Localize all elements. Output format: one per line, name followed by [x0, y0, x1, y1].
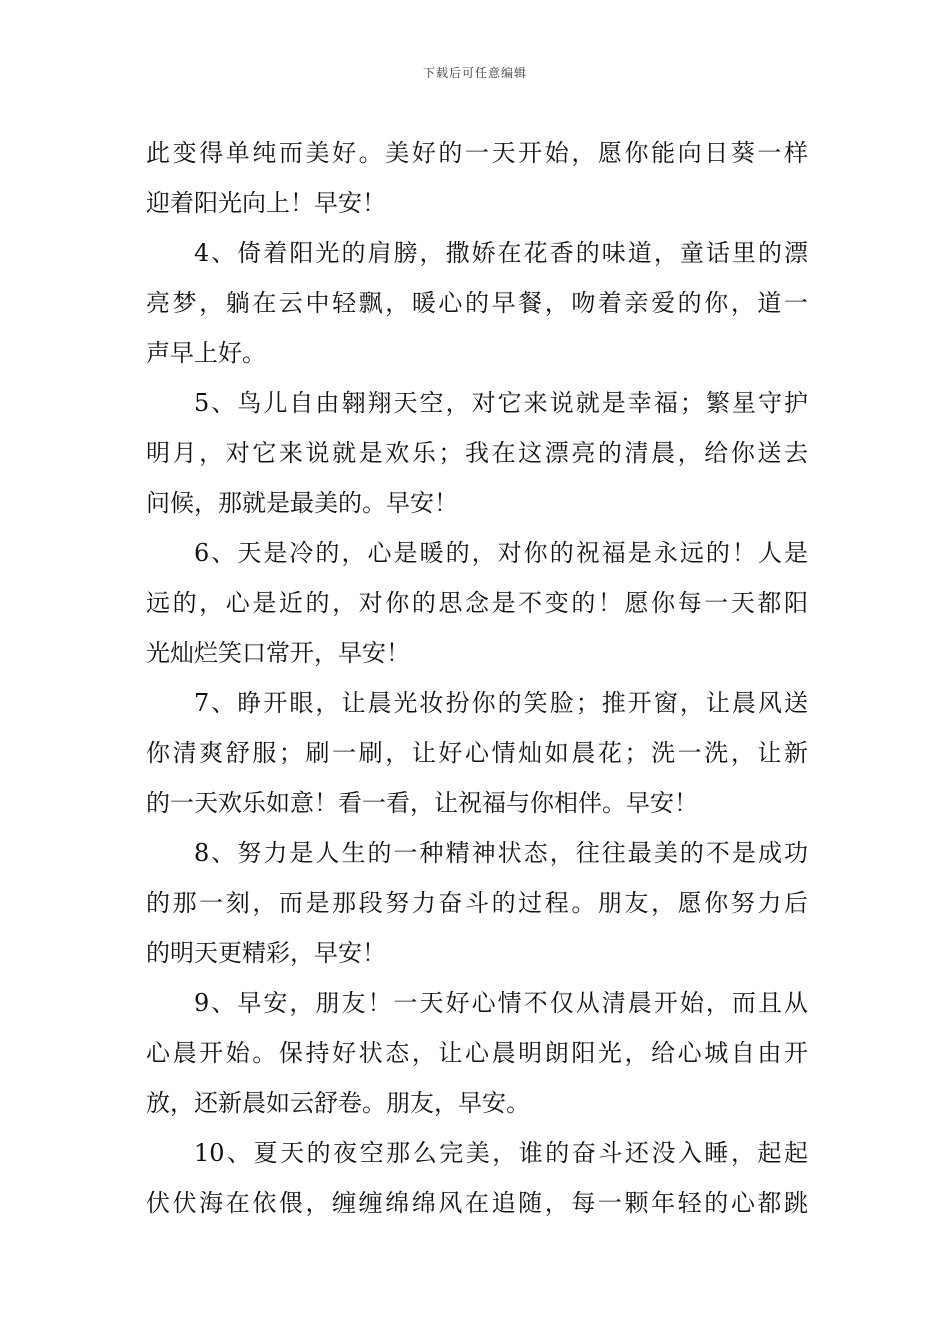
- text-line: 你清爽舒服；刷一刷，让好心情灿如晨花；洗一洗，让新: [146, 739, 808, 767]
- text-line: 迎着阳光向上！早安！: [146, 189, 386, 217]
- text-line: 9、早安，朋友！一天好心情不仅从清晨开始，而且从: [194, 989, 808, 1017]
- text-line: 8、努力是人生的一种精神状态，往往最美的不是成功: [194, 839, 808, 867]
- document-body: [146, 128, 808, 1228]
- paragraph-item-5: [146, 378, 808, 528]
- paragraph-item-9: [146, 978, 808, 1128]
- text-line: 问候，那就是最美的。早安！: [146, 489, 458, 517]
- text-line: 亮梦，躺在云中轻飘，暖心的早餐，吻着亲爱的你，道一: [146, 289, 808, 317]
- text-line: 此变得单纯而美好。美好的一天开始，愿你能向日葵一样: [146, 139, 808, 167]
- page-header-note: 下载后可任意编辑: [422, 66, 527, 80]
- text-line: 心晨开始。保持好状态，让心晨明朗阳光，给心城自由开: [146, 1039, 808, 1067]
- text-line: 明月，对它来说就是欢乐；我在这漂亮的清晨，给你送去: [146, 439, 808, 467]
- text-line: 的那一刻，而是那段努力奋斗的过程。朋友，愿你努力后: [146, 889, 808, 917]
- text-line: 5、鸟儿自由翱翔天空，对它来说就是幸福；繁星守护: [194, 389, 808, 417]
- text-line: 放，还新晨如云舒卷。朋友，早安。: [146, 1089, 530, 1117]
- paragraph-item-6: [146, 528, 808, 678]
- text-line: 4、倚着阳光的肩膀，撒娇在花香的味道，童话里的漂: [194, 239, 808, 267]
- text-line: 的明天更精彩，早安！: [146, 939, 386, 967]
- paragraph-item-7: [146, 678, 808, 828]
- text-line: 远的，心是近的，对你的思念是不变的！愿你每一天都阳: [146, 589, 808, 617]
- text-line: 10、夏天的夜空那么完美，谁的奋斗还没入睡，起起: [194, 1139, 808, 1167]
- text-line: 声早上好。: [146, 339, 266, 367]
- text-line: 伏伏海在依偎，缠缠绵绵风在追随，每一颗年轻的心都跳: [146, 1189, 808, 1217]
- paragraph-continuation: [146, 128, 808, 228]
- text-line: 光灿烂笑口常开，早安！: [146, 639, 410, 667]
- text-line: 7、睁开眼，让晨光妆扮你的笑脸；推开窗，让晨风送: [194, 689, 808, 717]
- paragraph-item-10: [146, 1128, 808, 1228]
- text-line: 6、天是冷的，心是暖的，对你的祝福是永远的！人是: [194, 539, 808, 567]
- paragraph-item-4: [146, 228, 808, 378]
- text-line: 的一天欢乐如意！看一看，让祝福与你相伴。早安！: [146, 789, 698, 817]
- paragraph-item-8: [146, 828, 808, 978]
